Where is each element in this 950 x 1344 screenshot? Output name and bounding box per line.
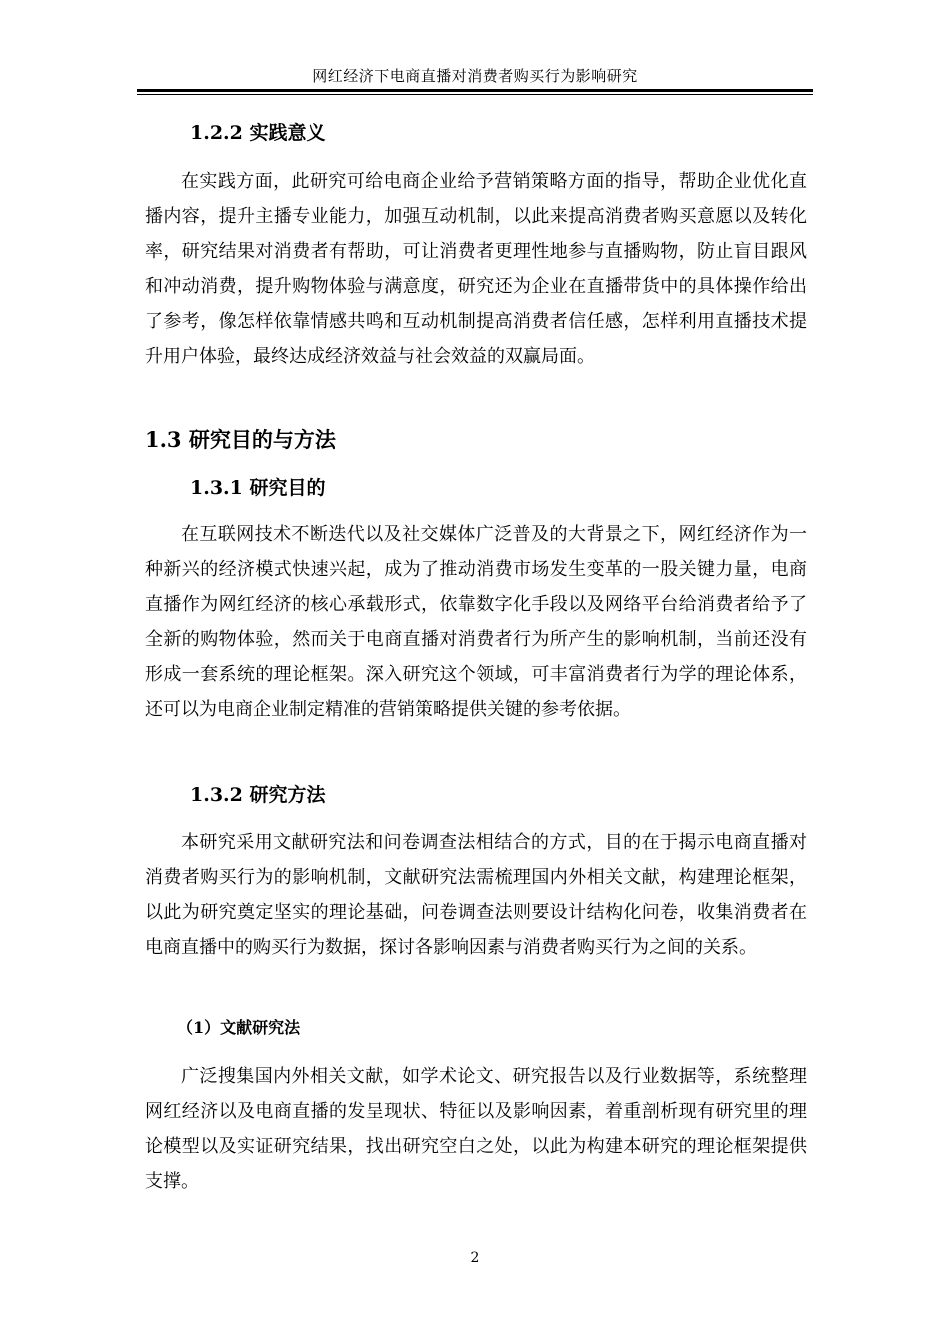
header-rule-thin xyxy=(137,94,813,95)
heading-1-2-2: 1.2.2 实践意义 xyxy=(190,122,326,144)
page-number: 2 xyxy=(470,1250,480,1266)
heading-1-3-2: 1.3.2 研究方法 xyxy=(190,784,326,806)
page-header-title: 网红经济下电商直播对消费者购买行为影响研究 xyxy=(312,67,638,85)
header-rule-thick xyxy=(137,89,813,92)
heading-1-3: 1.3 研究目的与方法 xyxy=(145,427,336,452)
paragraph-literature-research: 广泛搜集国内外相关文献，如学术论文、研究报告以及行业数据等，系统整理网红经济以及电商直播的发呈现状、特征以及影响因素，着重剖析现有研究里的理论模型以及实证研究结果，找出研究空白之处，以此为构建本研究的理论框架提供支撑。 xyxy=(145,1066,807,1192)
paragraph-practical-significance: 在实践方面，此研究可给电商企业给予营销策略方面的指导，帮助企业优化直播内容，提升主播专业能力，加强互动机制，以此来提高消费者购买意愿以及转化率，研究结果对消费者有帮助，可让消费者更理性地参与直播购物，防止盲目跟风和冲动消费，提升购物体验与满意度，研究还为企业在直播带货中的具体操作给出了参考，像怎样依靠情感共鸣和互动机制提高消费者信任感，怎样利用直播技术提升用户体验，最终达成经济效益与社会效益的双赢局面。 xyxy=(145,171,807,367)
paragraph-research-purpose: 在互联网技术不断迭代以及社交媒体广泛普及的大背景之下，网红经济作为一种新兴的经济模式快速兴起，成为了推动消费市场发生变革的一股关键力量，电商直播作为网红经济的核心承载形式，依靠数字化手段以及网络平台给消费者给予了全新的购物体验，然而关于电商直播对消费者行为所产生的影响机制，当前还没有形成一套系统的理论框架。深入研究这个领域，可丰富消费者行为学的理论体系，还可以为电商企业制定精准的营销策略提供关键的参考依据。 xyxy=(145,524,807,720)
heading-literature-research: （1）文献研究法 xyxy=(177,1018,301,1037)
heading-1-3-1: 1.3.1 研究目的 xyxy=(190,477,326,499)
paragraph-research-methods: 本研究采用文献研究法和问卷调查法相结合的方式，目的在于揭示电商直播对消费者购买行为的影响机制，文献研究法需梳理国内外相关文献，构建理论框架，以此为研究奠定坚实的理论基础，问卷调查法则要设计结构化问卷，收集消费者在电商直播中的购买行为数据，探讨各影响因素与消费者购买行为之间的关系。 xyxy=(145,832,807,958)
